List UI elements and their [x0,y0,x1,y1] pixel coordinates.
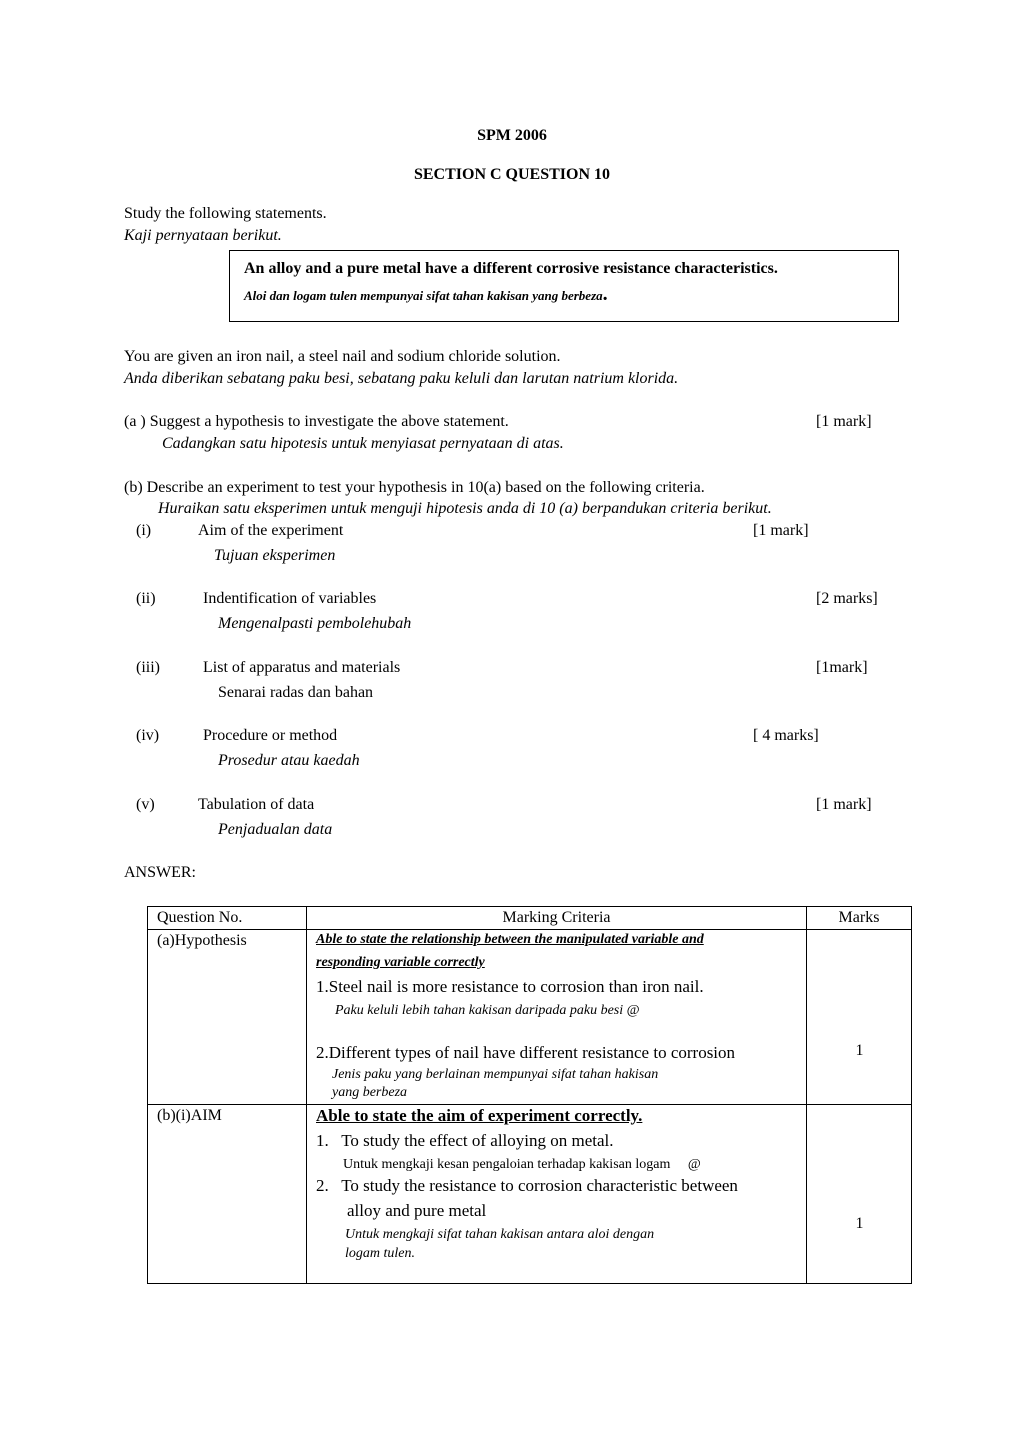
statement-period: . [602,283,608,305]
answer-text: 1.Steel nail is more resistance to corrosion than iron nail. [316,977,704,996]
column-header: Question No. [148,907,307,930]
criterion-marks: [ 4 marks] [753,727,819,744]
criterion-marks: [2 marks] [816,590,878,607]
answer-translation: Jenis paku yang berlainan mempunyai sifat tahan hakisan [332,1067,659,1082]
part-a-question: (a ) Suggest a hypothesis to investigate the above statement. [124,413,509,430]
part-b-question: (b) Describe an experiment to test your hypothesis in 10(a) based on the following criteria. [124,479,705,496]
part-b-translation: Huraikan satu eksperimen untuk menguji hipotesis anda di 10 (a) berpandukan criteria berikut. [158,500,772,517]
page-title: SPM 2006 [477,127,547,144]
criterion-marks: [1 mark] [753,522,809,539]
answer-label: ANSWER: [124,864,196,881]
question-cell [148,930,307,1105]
answer-text: 2.Different types of nail have different resistance to corrosion [316,1043,736,1062]
criteria-title: Able to state the aim of experiment correctly. [316,1106,643,1125]
statement-text-translation [244,283,608,306]
marks-cell [807,930,912,1105]
criterion-number: (ii) [136,590,156,607]
intro-text-translation: Kaji pernyataan berikut. [124,227,282,244]
criterion-number: (v) [136,796,155,813]
table-row [148,1105,912,1284]
question-cell [148,1105,307,1284]
marks-value: 1 [855,1215,864,1232]
statement-text: An alloy and a pure metal have a different corrosive resistance characteristics. [244,260,778,277]
question-label: (b)(i)AIM [157,1107,222,1124]
marks-cell [807,1105,912,1284]
criteria-cell [307,1105,807,1284]
part-a-marks: [1 mark] [816,413,872,430]
criterion-label: Procedure or method [203,727,338,744]
criterion-marks: [1 mark] [816,796,872,813]
criterion-label: Tabulation of data [198,796,315,813]
answer-text: 2. To study the resistance to corrosion characteristic between [316,1176,738,1195]
criteria-title: Able to state the relationship between the manipulated variable and [316,932,704,947]
answer-text: 1. To study the effect of alloying on metal. [316,1131,614,1150]
criterion-label: Aim of the experiment [198,522,344,539]
answer-translation: yang berbeza [332,1085,408,1100]
given-text: You are given an iron nail, a steel nail and sodium chloride solution. [124,348,561,365]
answer-translation: Paku keluli lebih tahan kakisan daripada paku besi @ [335,1003,640,1018]
criterion-number: (iv) [136,727,160,744]
criteria-title: responding variable correctly [316,955,485,970]
table-header-row [148,907,912,930]
criterion-number: (i) [136,522,152,539]
statement-box [229,250,899,322]
criterion-translation: Penjadualan data [218,821,333,838]
table-row [148,930,912,1105]
answer-table [147,906,912,1284]
criterion-translation: Prosedur atau kaedah [218,752,360,769]
given-text-translation: Anda diberikan sebatang paku besi, sebatang paku keluli dan larutan natrium klorida. [124,370,679,387]
criterion-marks: [1mark] [816,659,868,676]
column-header: Marks [807,907,912,930]
marks-value: 1 [855,1042,864,1059]
question-label: (a)Hypothesis [157,932,247,949]
criterion-translation: Senarai radas dan bahan [218,684,374,701]
column-header: Marking Criteria [307,907,807,930]
criteria-cell [307,930,807,1105]
criterion-number: (iii) [136,659,160,676]
answer-translation: Untuk mengkaji kesan pengaloian terhadap kakisan logam @ [343,1157,701,1172]
part-a-translation: Cadangkan satu hipotesis untuk menyiasat pernyataan di atas. [162,435,564,452]
answer-translation: Untuk mengkaji sifat tahan kakisan antara aloi dengan [345,1227,655,1242]
criterion-label: List of apparatus and materials [203,659,401,676]
statement-translation-body: Aloi dan logam tulen mempunyai sifat tahan kakisan yang berbeza [244,288,603,303]
intro-text: Study the following statements. [124,205,327,222]
criterion-translation: Mengenalpasti pembolehubah [218,615,412,632]
section-subtitle: SECTION C QUESTION 10 [413,166,611,183]
answer-translation: logam tulen. [345,1246,415,1261]
criterion-translation: Tujuan eksperimen [214,547,336,564]
answer-text: alloy and pure metal [347,1201,487,1220]
criterion-label: Indentification of variables [203,590,377,607]
